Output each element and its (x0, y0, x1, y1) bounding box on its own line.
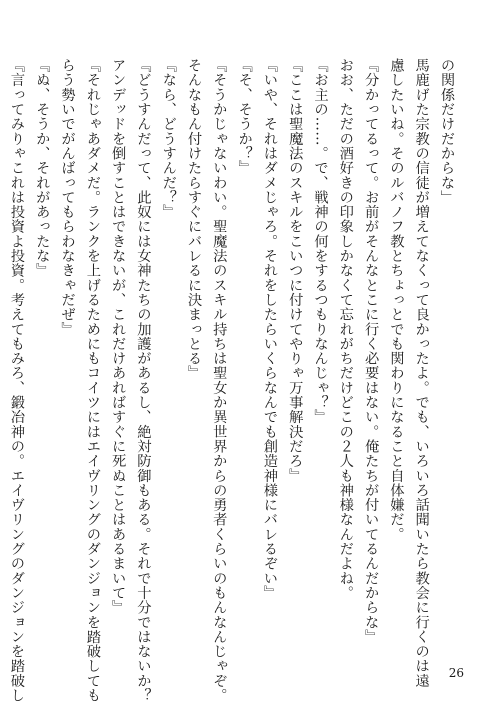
text-line: アンデッドを倒すことはできないが、これだけあればすぐに死ぬことはあるまいて』 (110, 58, 127, 615)
text-line: そんなもん付けたらすぐにバレるに決まっとる』 (186, 58, 203, 381)
text-line: 『ここは聖魔法のスキルをこいつに付けてやりゃ万事解決だろ』 (287, 58, 304, 483)
text-line: 馬鹿げた宗教の信徒が増えてなくって良かったよ。でも、いろいろ話聞いたら教会に行くのは遠 (413, 58, 430, 688)
text-line: 『そうかじゃないわい。聖魔法のスキル持ちは聖女か異世界からの勇者くらいのもんなんじゃぞ。 (211, 58, 228, 703)
text-line: 『なら、どうすんだ？』 (160, 58, 177, 220)
text-line: 『どうすんだって、此奴には女神たちの加護があるし、絶対防御もある。それで十分ではないか？ (135, 58, 152, 703)
text-line: おお、ただの酒好きの印象しかなくて忘れがちだけどこの２人も神様なんだよね。 (337, 58, 354, 601)
text-line: 『言ってみりゃこれは投資よ投資。考えてもみろ、鍛冶神の。エイヴリングのダンジョンを踏破し (8, 58, 25, 703)
text-line: 『いや、それはダメじゃろ。それをしたらいくらなんでも創造神様にバレるぞい』 (261, 58, 278, 601)
text-line: 『ぬ、そうか、それがあったな』 (34, 58, 51, 278)
text-line: 『分かってるって。お前がそんなとこに行く必要はない。俺たちが付いてるんだからな』 (363, 58, 380, 644)
text-line: 慮したいね。そのルバノフ教とちょっとでも関わりになること自体嫌だ。 (388, 58, 405, 542)
text-line: 『それじゃあダメだ。ランクを上げるためにもコイツにはエイヴリングのダンジョンを踏破しても (84, 58, 101, 703)
text-line: 『そ、そうか？』 (236, 58, 253, 176)
page-number: 26 (448, 666, 464, 680)
text-line: の関係だけだからな」 (439, 58, 455, 205)
text-line: らう勢いでがんばってもらわなきゃだぜ』 (59, 58, 76, 337)
text-line: 『お主の……。で、戦神の何をするつもりなんじゃ？』 (312, 58, 329, 425)
